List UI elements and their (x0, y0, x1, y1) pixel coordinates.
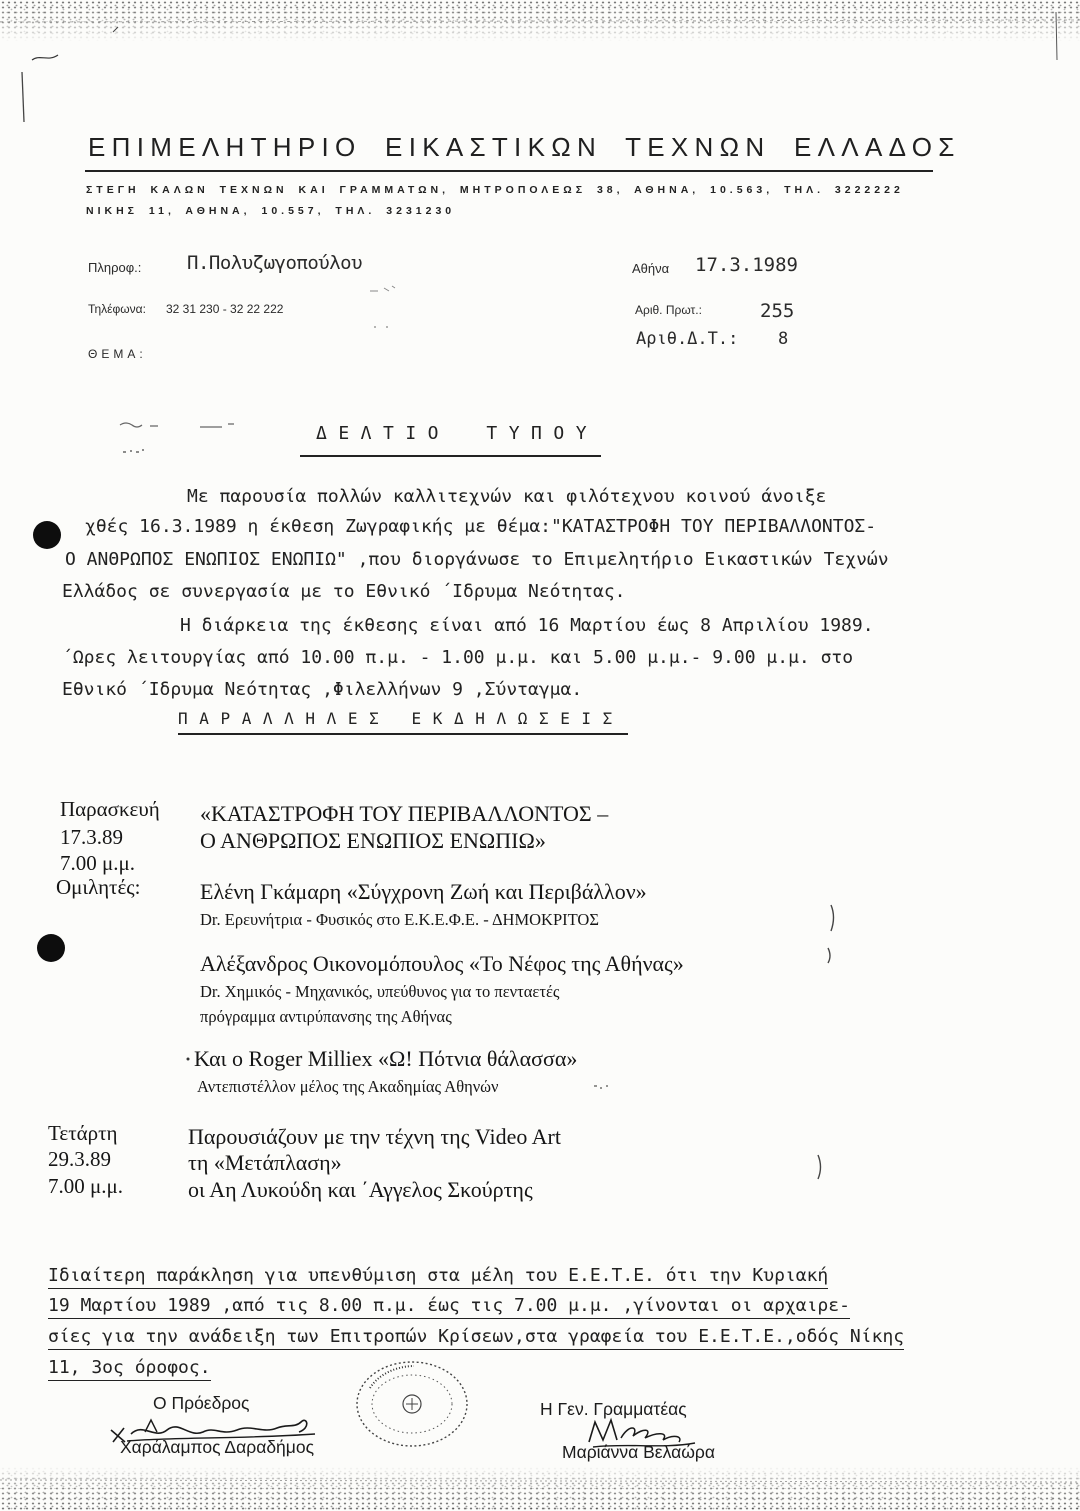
hole-punch-lower (37, 934, 65, 962)
notice-line-text: Ιδιαίτερη παράκληση για υπενθύμιση στα μέλη του Ε.Ε.Τ.Ε. ότι την Κυριακή (48, 1267, 828, 1289)
body-line: Εθνικό ΄Ιδρυμα Νεότητας ,Φιλελλήνων 9 ,Σύνταγμα. (62, 679, 583, 700)
event-description-line: Παρουσιάζουν με την τέχνη της Video Art (188, 1124, 561, 1149)
event-date: 29.3.89 (48, 1147, 111, 1171)
phones-label: Τηλέφωνα: (88, 302, 146, 316)
place-label: Αθήνα (632, 261, 670, 276)
body-line: Η διάρκεια της έκθεσης είναι από 16 Μαρτίου έως 8 Απριλίου 1989. (180, 615, 874, 636)
body-line: χθές 16.3.1989 η έκθεση Ζωγραφικής με θέμα:"ΚΑΤΑΣΤΡΟΦΗ ΤΟΥ ΠΕΡΙΒΑΛΛΟΝΤΟΣ- (85, 516, 877, 537)
body-line: Ελλάδος σε συνεργασία με το Εθνικό ΄Ιδρυμα Νεότητας. (62, 581, 626, 602)
event-day: Τετάρτη (48, 1121, 118, 1145)
body-line: Ο ΑΝΘΡΩΠΟΣ ΕΝΩΠΙΟΣ ΕΝΩΠΙΩ" ,που διοργάνωσε το Επιμελητήριο Εικαστικών Τεχνών (65, 549, 889, 570)
speaker-talk: Αλέξανδρος Οικονομόπουλος «Το Νέφος της Αθήνας» (200, 951, 684, 976)
letterhead-rule (85, 170, 933, 172)
official-stamp (352, 1358, 474, 1454)
press-release-number-label: Αριθ.Δ.Τ.: (636, 329, 739, 349)
speaker-bio: πρόγραμμα αντιρύπανσης της Αθήνας (200, 1007, 452, 1026)
president-title: Ο Πρόεδρος (153, 1393, 250, 1413)
organization-name: ΕΠΙΜΕΛΗΤΗΡΙΟ ΕΙΚΑΣΤΙΚΩΝ ΤΕΧΝΩΝ ΕΛΛΑΔΟΣ (88, 132, 961, 162)
president-name: Χαράλαμπος Δαραδήμος (120, 1437, 315, 1457)
notice-line (48, 1359, 211, 1381)
document-title: ΔΕΛΤΙΟ ΤΥΠΟΥ (316, 423, 599, 444)
speaker-bio: Dr. Χημικός - Μηχανικός, υπεύθυνος για το πενταετές (200, 982, 560, 1001)
speaker-bio: Dr. Ερευνήτρια - Φυσικός στο Ε.Κ.Ε.Φ.Ε. - ΔΗΜΟΚΡΙΤΟΣ (200, 910, 599, 929)
event-date: 17.3.89 (60, 825, 123, 849)
speaker-talk: Και ο Roger Milliex «Ω! Πότνια θάλασσα» (194, 1046, 578, 1071)
phones-value: 32 31 230 - 32 22 222 (166, 302, 284, 316)
body-line: ΄Ωρες λειτουργίας από 10.00 π.μ. - 1.00 μ.μ. και 5.00 μ.μ.- 9.00 μ.μ. στο (62, 647, 854, 668)
title-underline (300, 455, 601, 457)
document-date: 17.3.1989 (695, 254, 798, 276)
info-value: Π.Πολυζωγοπούλου (187, 252, 363, 274)
speakers-label: Ομιλητές: (56, 875, 141, 899)
info-label: Πληροφ.: (88, 260, 142, 275)
event-time: 7.00 μ.μ. (60, 851, 136, 875)
parallel-events-underline (178, 733, 628, 735)
event-title-line: Ο ΑΝΘΡΩΠΟΣ ΕΝΩΠΙΟΣ ΕΝΩΠΙΩ» (200, 828, 546, 853)
notice-line-text: 11, 3ος όροφος. (48, 1359, 211, 1381)
notice-line (48, 1267, 828, 1289)
notice-line-text: σίες για την ανάδειξη των Επιτροπών Κρίσεων,στα γραφεία του Ε.Ε.Τ.Ε.,οδός Νίκης (48, 1328, 904, 1350)
event-time: 7.00 μ.μ. (48, 1174, 124, 1198)
event-description-line: οι Αη Λυκούδη και ΄Αγγελος Σκούρτης (188, 1177, 533, 1202)
notice-line (48, 1297, 850, 1319)
notice-line-text: 19 Μαρτίου 1989 ,από τις 8.00 π.μ. έως τις 7.00 μ.μ. ,γίνονται οι αρχαιρε- (48, 1297, 850, 1319)
secretary-name: Μαριάννα Βελαώρα (562, 1442, 715, 1462)
speaker-bio: Αντεπιστέλλον μέλος της Ακαδημίας Αθηνών (197, 1077, 499, 1096)
protocol-number: 255 (760, 300, 795, 322)
protocol-label: Αριθ. Πρωτ.: (635, 303, 702, 317)
notice-line (48, 1328, 904, 1350)
event-description-line: τη «Μετάπλαση» (188, 1150, 342, 1175)
secretary-title: Η Γεν. Γραμματέας (540, 1399, 687, 1419)
subject-label: ΘΕΜΑ: (88, 347, 147, 361)
event-title-line: «ΚΑΤΑΣΤΡΟΦΗ ΤΟΥ ΠΕΡΙΒΑΛΛΟΝΤΟΣ – (200, 801, 609, 826)
address-line-2: ΝΙΚΗΣ 11, ΑΘΗΝΑ, 10.557, ΤΗΛ. 3231230 (86, 205, 456, 217)
body-line: Με παρουσία πολλών καλλιτεχνών και φιλότεχνου κοινού άνοιξε (187, 486, 827, 507)
parallel-events-heading: ΠΑΡΑΛΛΗΛΕΣ ΕΚΔΗΛΩΣΕΙΣ (178, 709, 624, 728)
address-line-1: ΣΤΕΓΗ ΚΑΛΩΝ ΤΕΧΝΩΝ ΚΑΙ ΓΡΑΜΜΑΤΩΝ, ΜΗΤΡΟΠΟΛΕΩΣ 38, ΑΘΗΝΑ, 10.563, ΤΗΛ. 3222222 (86, 184, 904, 196)
press-release-number: 8 (778, 329, 789, 349)
speaker-talk: Ελένη Γκάμαρη «Σύγχρονη Ζωή και Περιβάλλον» (200, 879, 647, 904)
hole-punch-upper (33, 521, 61, 549)
event-day: Παρασκευή (60, 797, 160, 821)
